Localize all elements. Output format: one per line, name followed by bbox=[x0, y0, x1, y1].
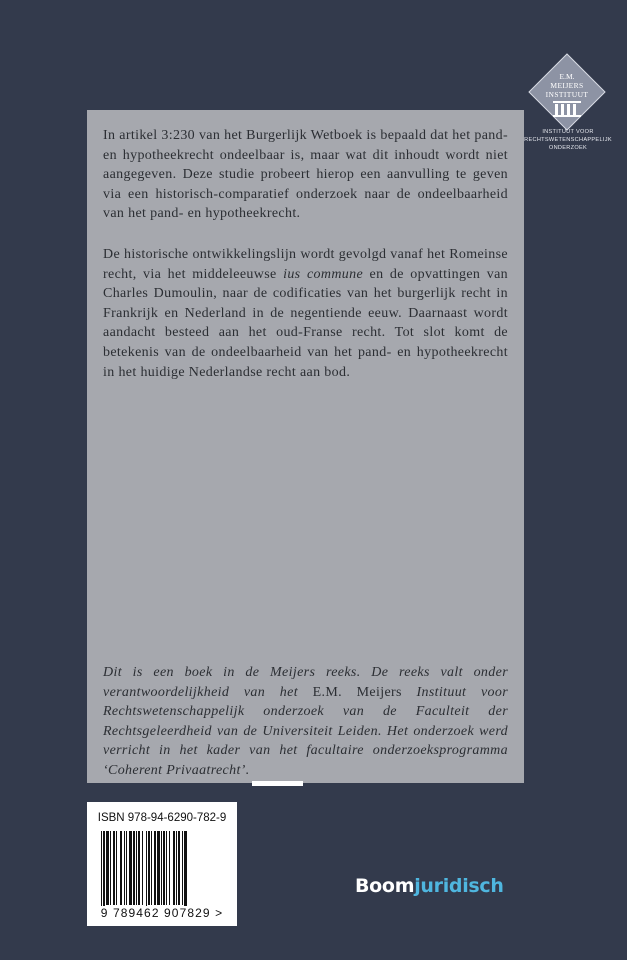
barcode-bar bbox=[136, 831, 137, 905]
meijers-institute-logo bbox=[527, 52, 607, 132]
logo-line-3: INSTITUUT bbox=[545, 90, 589, 99]
barcode-bar bbox=[176, 831, 177, 905]
series-note-name: E.M. Meijers bbox=[312, 684, 402, 700]
barcode-bar bbox=[138, 831, 140, 905]
barcode-bar bbox=[110, 831, 111, 905]
publisher-name-boom: Boom bbox=[355, 875, 415, 897]
barcode-bar bbox=[148, 831, 150, 905]
barcode-bar bbox=[103, 831, 105, 911]
publisher-logo bbox=[355, 875, 504, 897]
barcode-digits: 9 789462 907829 > bbox=[87, 906, 237, 920]
barcode-bar bbox=[101, 831, 102, 911]
ius-commune-term: ius commune bbox=[283, 266, 364, 282]
logo-line-2: MEIJERS bbox=[550, 81, 584, 90]
barcode-bar bbox=[129, 831, 132, 905]
logo-line-1: E.M. bbox=[559, 72, 575, 81]
barcode-bar bbox=[178, 831, 180, 905]
barcode-box bbox=[87, 802, 237, 926]
barcode-bar bbox=[151, 831, 152, 905]
series-note-end: Instituut voor Rechtswetenschappelijk onderzoek van de Faculteit der Rechtsgeleerdheid van de Universiteit Leiden. Het onderzoek werd verricht in het kader van het facultaire onderzoeksprogramma ‘Coherent Privaatrecht’. bbox=[103, 684, 509, 778]
panel-tab-marker bbox=[252, 781, 303, 786]
barcode-bar bbox=[154, 831, 156, 905]
barcode-bar bbox=[124, 831, 125, 905]
barcode-bar bbox=[169, 831, 170, 905]
barcode-bar bbox=[106, 831, 109, 905]
isbn-label: ISBN 978-94-6290-782-9 bbox=[97, 812, 227, 824]
logo-caption-line-2: RECHTSWETENSCHAPPELIJK bbox=[524, 137, 612, 143]
barcode-bar bbox=[116, 831, 117, 905]
series-note bbox=[103, 663, 508, 781]
barcode-bar bbox=[120, 831, 122, 905]
logo-caption-line-3: ONDERZOEK bbox=[548, 145, 588, 151]
barcode-bar bbox=[142, 831, 143, 905]
barcode-bar bbox=[113, 831, 115, 905]
barcode-bar bbox=[157, 831, 160, 905]
barcode-bar bbox=[173, 831, 175, 905]
description-panel bbox=[87, 110, 524, 783]
barcode-bar bbox=[146, 831, 147, 911]
paragraph-2-start: De historische ontwikkelingslijn wordt gevolgd vanaf het Romeinse recht, via het middeleeuwse bbox=[103, 247, 508, 282]
barcode-bar bbox=[161, 831, 162, 905]
publisher-name-juridisch: juridisch bbox=[414, 875, 504, 897]
barcode-bars bbox=[101, 831, 223, 911]
logo-caption bbox=[522, 128, 614, 152]
paragraph-2-end: en de opvattingen van Charles Dumoulin, naar de codificaties van het burgerlijk recht in Frankrijk en Nederland in de negentiende eeuw. Daarnaast wordt aandacht besteed aan het oud-Franse recht. Tot slot komt de betekenis van de ondeelbaarheid van het pand- en hypotheekrecht in het huidige Nederlandse recht aan bod. bbox=[103, 266, 508, 380]
logo-caption-line-1: INSTITUUT VOOR bbox=[542, 129, 594, 135]
description-paragraph-2 bbox=[103, 245, 508, 382]
barcode-bar bbox=[163, 831, 165, 905]
barcode-bar bbox=[166, 831, 167, 905]
barcode-bar bbox=[182, 831, 183, 905]
barcode-bar bbox=[126, 831, 127, 905]
barcode-bar bbox=[133, 831, 135, 905]
series-note-start: Dit is een boek in de Meijers reeks. De reeks valt onder verantwoordelijkheid van het bbox=[103, 665, 508, 700]
barcode-bar bbox=[184, 831, 187, 911]
description-paragraph-1: In artikel 3:230 van het Burgerlijk Wetboek is bepaald dat het pand- en hypotheekrecht ondeelbaar is, maar wat dit inhoudt wordt niet aangegeven. Deze studie probeert hierop een aanvulling te geven via een historisch-comparatief onderzoek naar de ondeelbaarheid van het pand- en hypotheekrecht. bbox=[103, 128, 508, 222]
